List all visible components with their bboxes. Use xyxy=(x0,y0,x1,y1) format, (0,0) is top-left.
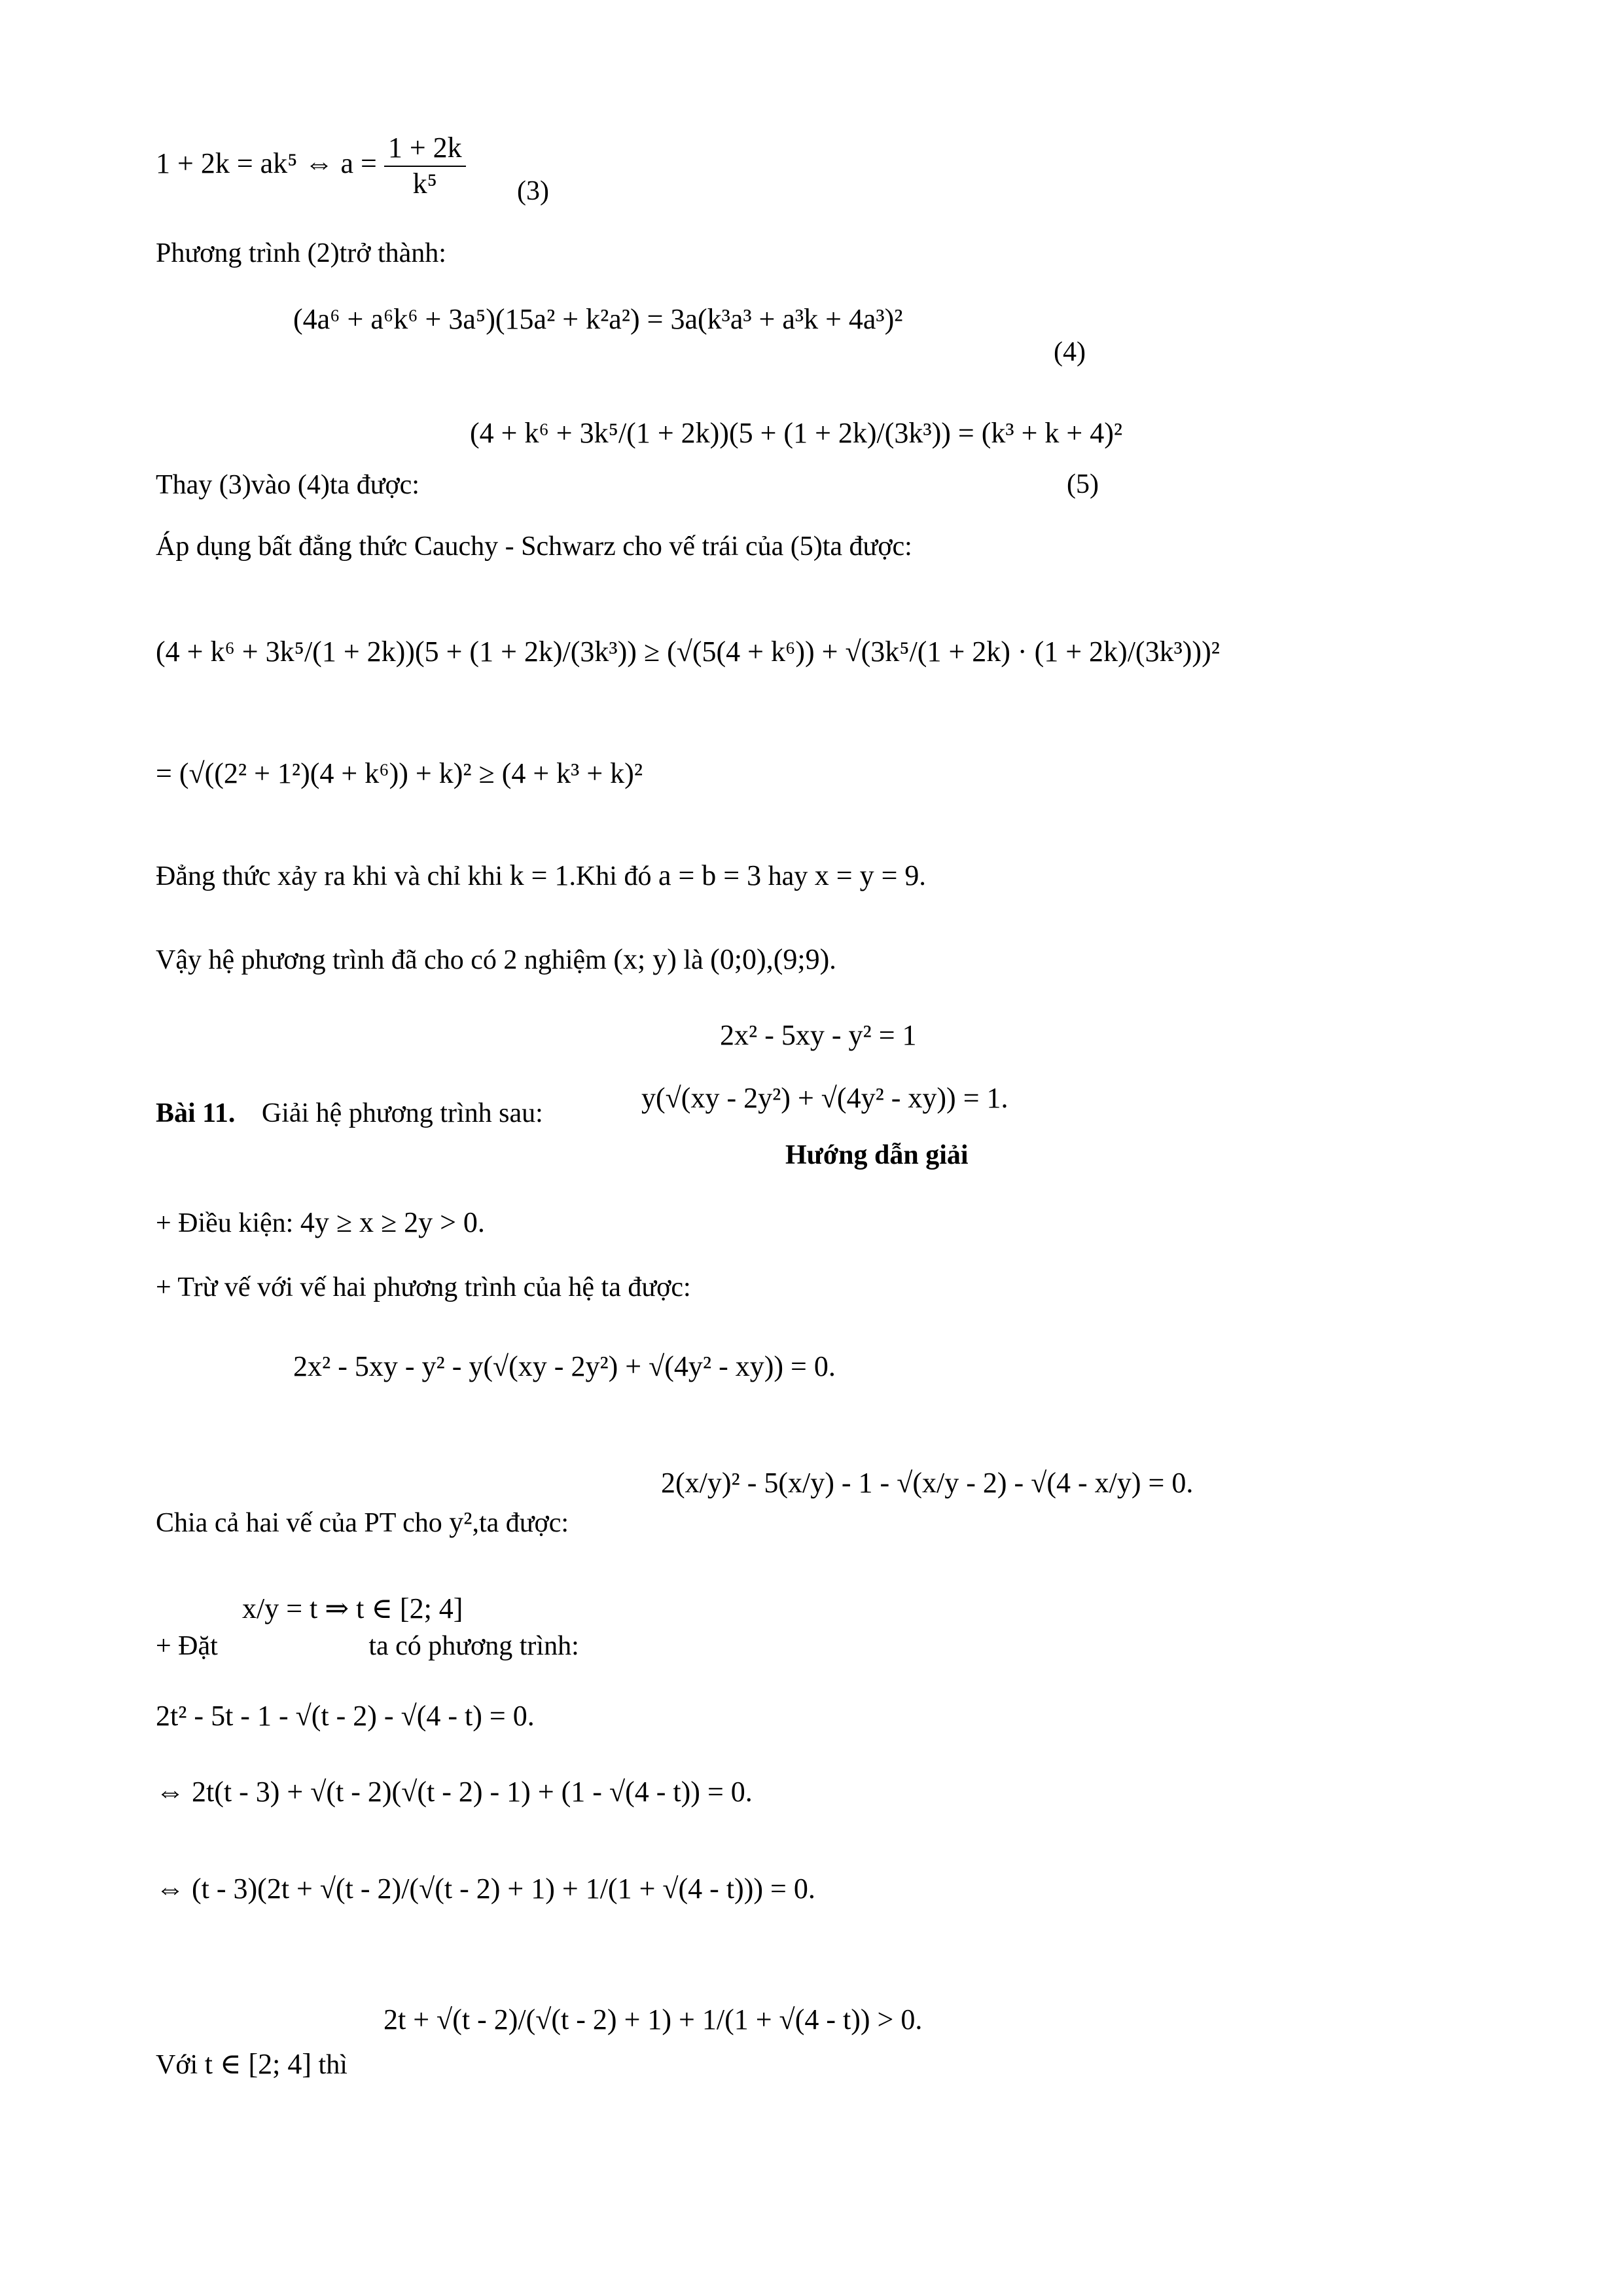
paragraph-divide xyxy=(156,1505,569,1540)
equation-4-label: (4) xyxy=(1054,337,1086,367)
equation-3-label: (3) xyxy=(517,176,549,206)
paragraph-substitution xyxy=(156,1630,579,1662)
final-inequality: 2t + √(t - 2)/(√(t - 2) + 1) + 1/(1 + √(4 - t)) > 0. xyxy=(383,2003,923,2036)
final-then: thì xyxy=(318,2050,348,2080)
equation-3-lhs: 1 + 2k = ak⁵ ⇔ a = xyxy=(156,147,377,179)
conclusion-xy: (x; y) xyxy=(613,943,677,975)
paragraph-substitute: Thay (3)vào (4)ta được: xyxy=(156,470,419,500)
equality-xy: x = y = 9 xyxy=(814,859,919,891)
substitution-label: + Đặt xyxy=(156,1631,218,1661)
equality-text-c: hay xyxy=(768,861,808,891)
conclusion-text-b: là xyxy=(683,945,704,975)
exercise-text: Giải hệ phương trình sau: xyxy=(261,1098,543,1128)
equation-3-numerator: 1 + 2k xyxy=(384,131,466,167)
divide-equation: 2(x/y)² - 5(x/y) - 1 - √(x/y - 2) - √(4 - x/y) = 0. xyxy=(661,1467,1194,1499)
substitution-math: x/y = t ⇒ t ∈ [2; 4] xyxy=(242,1592,463,1624)
paragraph-subtract: + Trừ vế với vế hai phương trình của hệ ta được: xyxy=(156,1272,691,1302)
system-equation-2 xyxy=(641,1081,1008,1116)
exercise-label: Bài 11. xyxy=(156,1098,236,1128)
substitution-text: ta có phương trình: xyxy=(368,1631,579,1661)
equation-3-fraction xyxy=(384,131,466,202)
t-equation-1: 2t² - 5t - 1 - √(t - 2) - √(4 - t) = 0. xyxy=(156,1700,535,1732)
final-with: Với xyxy=(156,2050,198,2080)
system-equation-1: 2x² - 5xy - y² = 1 xyxy=(720,1019,917,1051)
conclusion-solutions: (0;0),(9;9) xyxy=(710,943,830,975)
paragraph-conclusion xyxy=(156,942,836,977)
divide-text-2: ,ta được: xyxy=(472,1508,569,1538)
inequality-2: = (√((2² + 1²)(4 + k⁶)) + k)² ≥ (4 + k³ + k)² xyxy=(156,757,643,789)
system-equation-2-text: y(√(xy - 2y²) + √(4y² - xy)) = 1 xyxy=(641,1082,1001,1114)
t-equation-3: ⇔ (t - 3)(2t + √(t - 2)/(√(t - 2) + 1) + 1/(1 + √(4 - t))) = 0. xyxy=(156,1873,815,1905)
exercise-heading xyxy=(156,1097,543,1130)
equality-text-b: .Khi đó xyxy=(569,861,652,891)
equality-end: . xyxy=(919,861,926,891)
inequality-1: (4 + k⁶ + 3k⁵/(1 + 2k))(5 + (1 + 2k)/(3k³)) ≥ (√(5(4 + k⁶)) + √(3k⁵/(1 + 2k) · (1 + 2k)/(3k³)))² xyxy=(156,636,1220,668)
equality-ab: a = b = 3 xyxy=(658,859,762,891)
paragraph-equality xyxy=(156,859,926,893)
equation-5-label: (5) xyxy=(1067,469,1099,499)
equality-text-a: Đẳng thức xảy ra khi và chỉ khi xyxy=(156,861,503,891)
divide-text: Chia cả hai vế của PT cho xyxy=(156,1508,442,1538)
equation-3 xyxy=(156,131,466,202)
divide-y2: y² xyxy=(449,1506,473,1538)
equation-4: (4a⁶ + a⁶k⁶ + 3a⁵)(15a² + k²a²) = 3a(k³a³ + a³k + 4a³)² xyxy=(293,303,903,335)
guide-title: Hướng dẫn giải xyxy=(785,1140,969,1170)
equation-5: (4 + k⁶ + 3k⁵/(1 + 2k))(5 + (1 + 2k)/(3k³)) = (k³ + k + 4)² xyxy=(470,417,1123,449)
condition-math: 4y ≥ x ≥ 2y > 0. xyxy=(300,1206,485,1238)
paragraph-condition xyxy=(156,1206,485,1240)
equality-k: k = 1 xyxy=(509,859,569,891)
conclusion-text-a: Vậy hệ phương trình đã cho có 2 nghiệm xyxy=(156,945,607,975)
paragraph-eq2-becomes: Phương trình (2)trở thành: xyxy=(156,238,446,268)
system-end: . xyxy=(1001,1082,1008,1114)
final-interval: t ∈ [2; 4] xyxy=(204,2048,312,2080)
equation-3-denominator: k⁵ xyxy=(412,167,437,200)
condition-label: + Điều kiện: xyxy=(156,1208,294,1238)
paragraph-cauchy: Áp dụng bất đẳng thức Cauchy - Schwarz cho vế trái của (5)ta được: xyxy=(156,531,912,562)
conclusion-end: . xyxy=(829,945,836,975)
t-equation-2: ⇔ 2t(t - 3) + √(t - 2)(√(t - 2) - 1) + (1 - √(4 - t)) = 0. xyxy=(156,1776,753,1808)
subtract-equation: 2x² - 5xy - y² - y(√(xy - 2y²) + √(4y² - xy)) = 0. xyxy=(293,1350,836,1382)
paragraph-final xyxy=(156,2047,348,2082)
